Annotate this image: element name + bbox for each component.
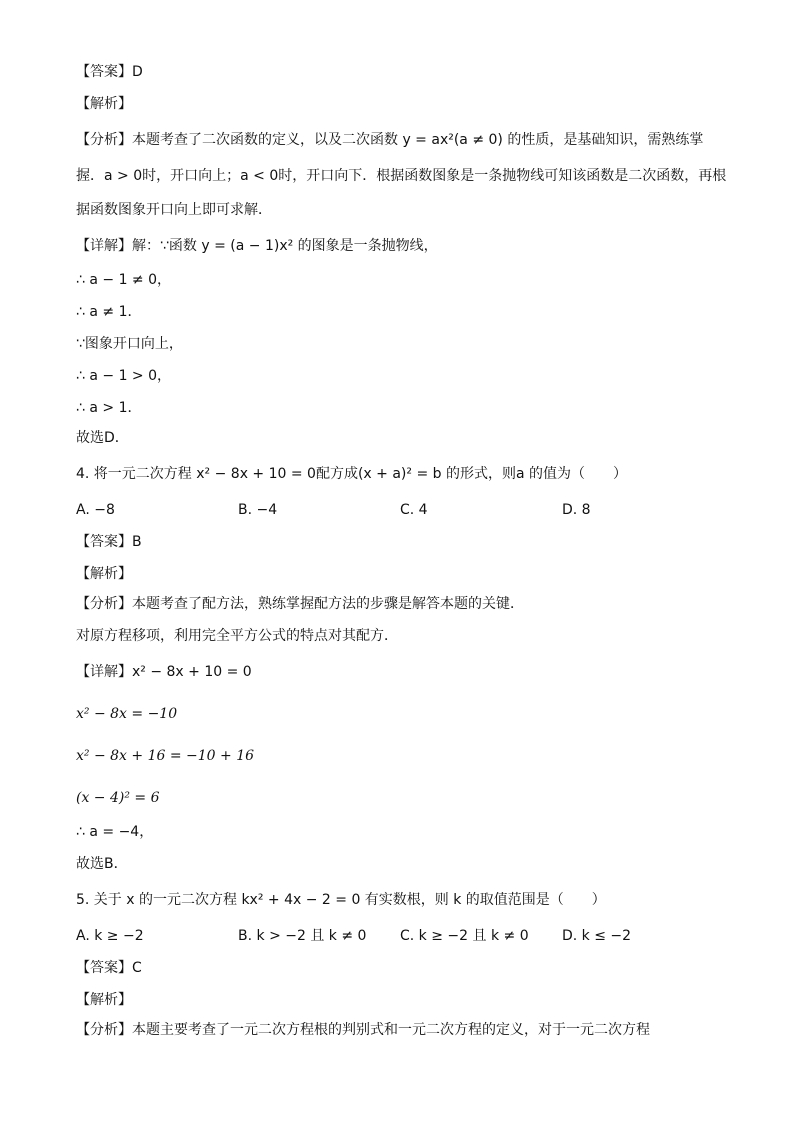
q3-step-2: ∴ a ≠ 1． bbox=[76, 304, 142, 320]
q4-step-3: (x − 4)² = 6 bbox=[76, 790, 160, 806]
q5-analysis: 【分析】本题主要考查了一元二次方程根的判别式和一元二次方程的定义，对于一元二次方程 bbox=[76, 1022, 650, 1038]
q4-option-b: B. −4 bbox=[238, 502, 278, 518]
q4-step-4: ∴ a = −4， bbox=[76, 824, 154, 840]
q5-question: 5. 关于 x 的一元二次方程 kx² + 4x − 2 = 0 有实数根，则 k 的取值范围是（ ） bbox=[76, 892, 606, 908]
q4-answer: 【答案】B bbox=[76, 534, 142, 550]
q4-conclusion: 故选B． bbox=[76, 856, 128, 872]
q3-jiexi-heading: 【解析】 bbox=[76, 96, 132, 112]
q4-option-a: A. −8 bbox=[76, 502, 115, 518]
q4-analysis: 【分析】本题考查了配方法，熟练掌握配方法的步骤是解答本题的关键． bbox=[76, 596, 524, 612]
q3-conclusion: 故选D． bbox=[76, 430, 129, 446]
q4-note: 对原方程移项，利用完全平方公式的特点对其配方． bbox=[76, 628, 398, 644]
q3-step-3: ∵图象开口向上， bbox=[76, 336, 183, 352]
q3-answer: 【答案】D bbox=[76, 64, 143, 80]
q4-detail-heading: 【详解】x² − 8x + 10 = 0 bbox=[76, 664, 252, 680]
q4-option-c: C. 4 bbox=[400, 502, 428, 518]
q5-option-c: C. k ≥ −2 且 k ≠ 0 bbox=[400, 928, 529, 944]
q4-step-1: x² − 8x = −10 bbox=[76, 706, 178, 722]
q3-step-4: ∴ a − 1 > 0， bbox=[76, 368, 172, 384]
q3-analysis-line-1: 【分析】本题考查了二次函数的定义，以及二次函数 y = ax²(a ≠ 0) 的性质，是基础知识，需熟练掌 bbox=[76, 132, 704, 148]
q5-option-a: A. k ≥ −2 bbox=[76, 928, 144, 944]
q3-analysis-line-2: 握．a > 0时，开口向上；a < 0时，开口向下．根据函数图象是一条抛物线可知该函数是二次函数，再根 bbox=[76, 168, 727, 184]
q5-option-b: B. k > −2 且 k ≠ 0 bbox=[238, 928, 367, 944]
q3-analysis-line-3: 据函数图象开口向上即可求解． bbox=[76, 202, 272, 218]
q5-answer: 【答案】C bbox=[76, 960, 142, 976]
q3-step-5: ∴ a > 1． bbox=[76, 400, 142, 416]
q3-detail-heading: 【详解】解：∵函数 y = (a − 1)x² 的图象是一条抛物线， bbox=[76, 238, 438, 254]
q4-option-d: D. 8 bbox=[562, 502, 591, 518]
q5-option-d: D. k ≤ −2 bbox=[562, 928, 632, 944]
q3-step-1: ∴ a − 1 ≠ 0， bbox=[76, 272, 172, 288]
q4-question: 4. 将一元二次方程 x² − 8x + 10 = 0配方成(x + a)² = b 的形式，则a 的值为（ ） bbox=[76, 466, 627, 482]
q5-jiexi-heading: 【解析】 bbox=[76, 992, 132, 1008]
q4-step-2: x² − 8x + 16 = −10 + 16 bbox=[76, 748, 255, 764]
q4-jiexi-heading: 【解析】 bbox=[76, 566, 132, 582]
